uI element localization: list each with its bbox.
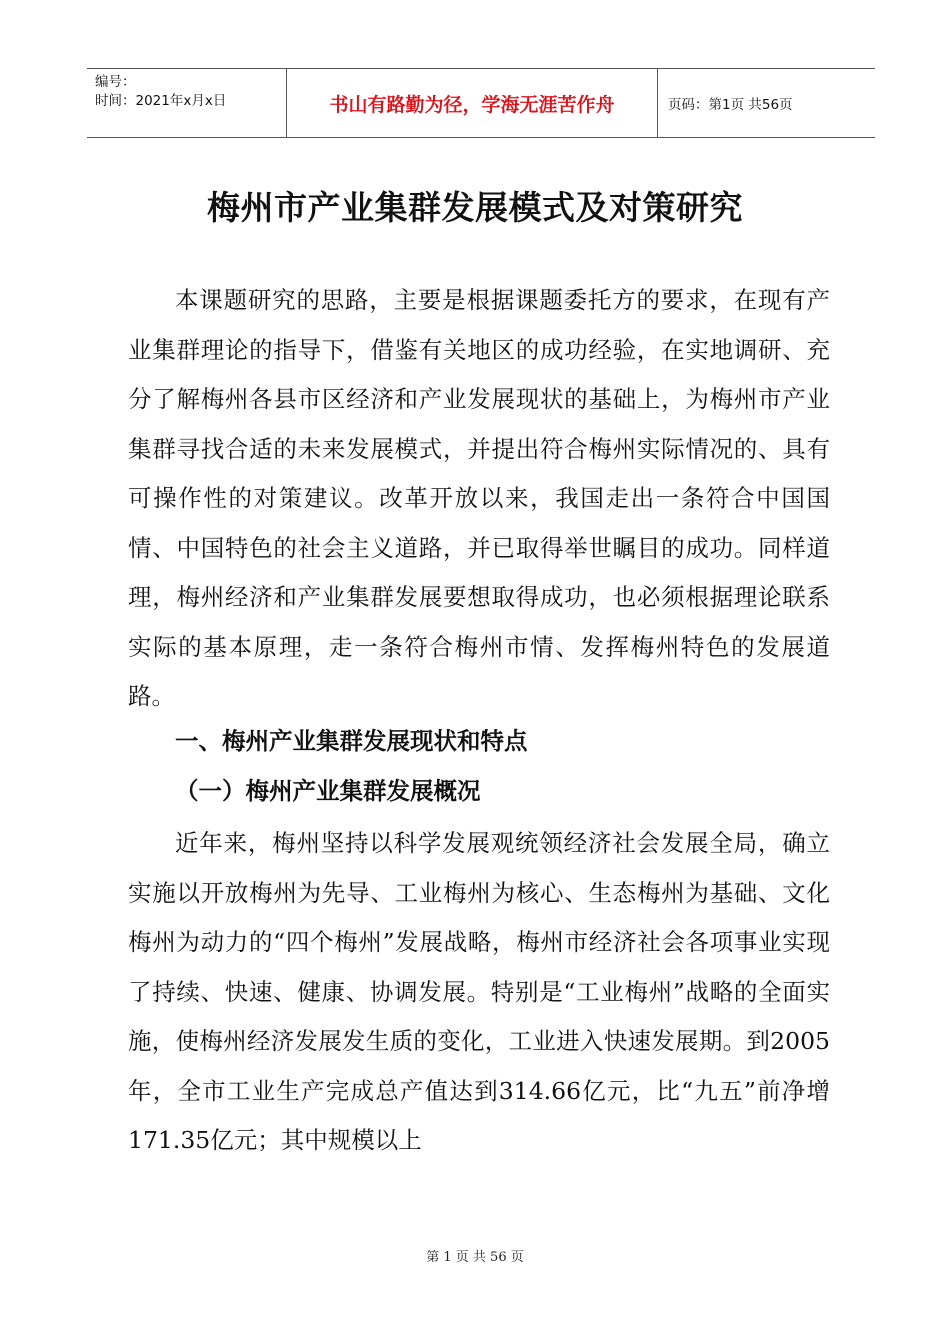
subsection-heading: （一）梅州产业集群发展概况 [175, 777, 481, 805]
header-meta [87, 69, 286, 137]
overview-paragraph: 近年来，梅州坚持以科学发展观统领经济社会发展全局，确立实施以开放梅州为先导、工业梅州为核心、生态梅州为基础、文化梅州为动力的“四个梅州”发展战略，梅州市经济社会各项事业实现了持续、快速、健康、协调发展。特别是“工业梅州”战略的全面实施，使梅州经济发展发生质的变化，工业进入快速发展期。到2005年，全市工业生产完成总产值达到314.66亿元，比“九五”前净增171.35亿元；其中规模以上 [128, 829, 830, 1154]
page-header [87, 68, 875, 138]
page-footer: 第 1 页 共 56 页 [426, 1250, 524, 1265]
intro-paragraph: 本课题研究的思路，主要是根据课题委托方的要求，在现有产业集群理论的指导下，借鉴有关地区的成功经验，在实地调研、充分了解梅州各县市区经济和产业发展现状的基础上，为梅州市产业集群寻找合适的未来发展模式，并提出符合梅州实际情况的、具有可操作性的对策建议。改革开放以来，我国走出一条符合中国国情、中国特色的社会主义道路，并已取得举世瞩目的成功。同样道理，梅州经济和产业集群发展要想取得成功，也必须根据理论联系实际的基本原理，走一条符合梅州市情、发挥梅州特色的发展道路。 [128, 286, 830, 710]
section-heading: 一、梅州产业集群发展现状和特点 [175, 727, 528, 755]
time-label: 时间：2021年x月x日 [95, 93, 227, 109]
header-page-label: 页码：第1页 共56页 [668, 97, 793, 113]
document-title: 梅州市产业集群发展模式及对策研究 [207, 188, 743, 227]
header-motto: 书山有路勤为径，学海无涯苦作舟 [286, 69, 658, 137]
number-label: 编号： [95, 74, 136, 90]
